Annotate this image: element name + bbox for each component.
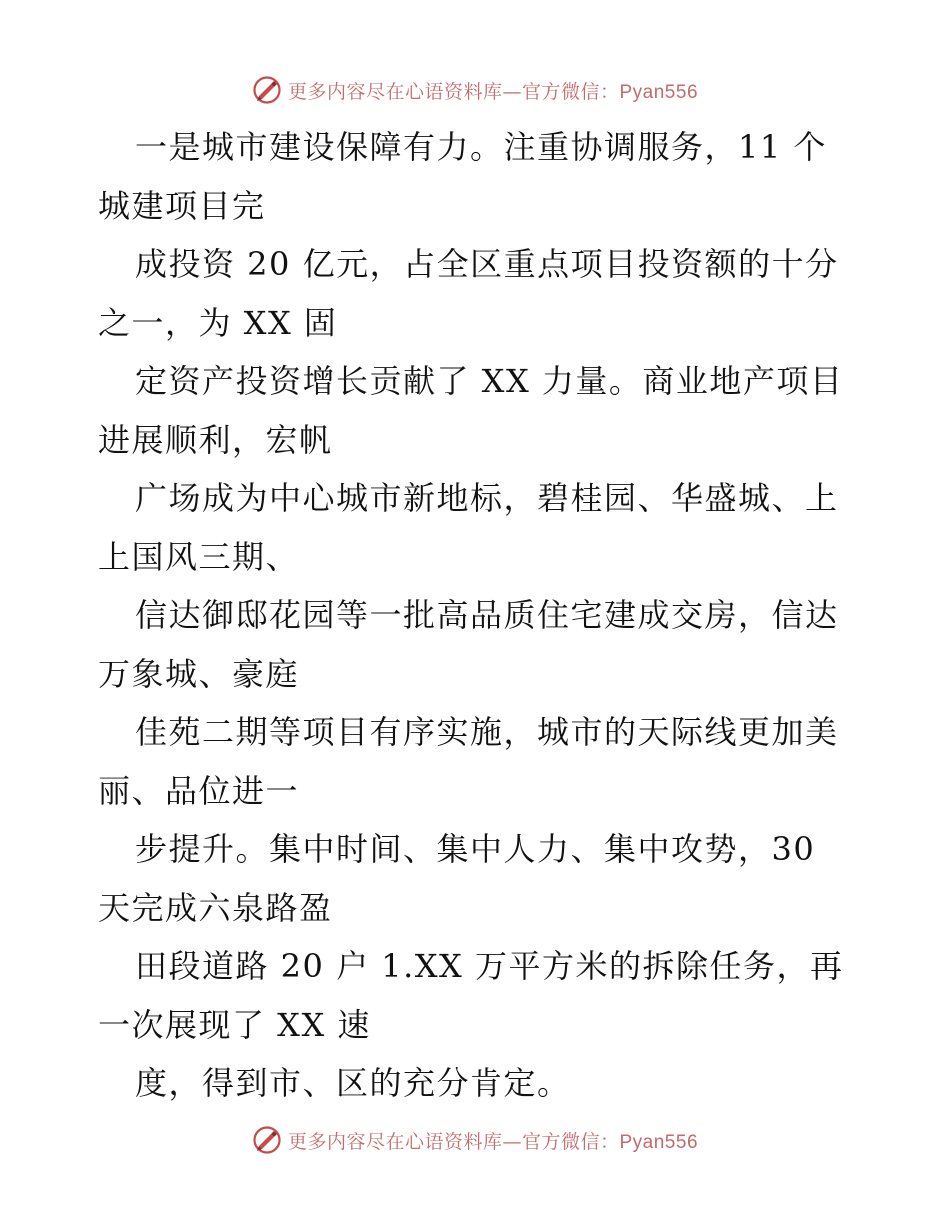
header-watermark <box>0 70 950 110</box>
text-line: 之一，为 XX 固 <box>98 303 338 342</box>
text-line: 万象城、豪庭 <box>98 654 300 693</box>
watermark-wechat-id: Pyan556 <box>619 81 699 103</box>
text-line: 成投资 20 亿元，占全区重点项目投资额的十分 <box>135 245 839 283</box>
text-line: 城建项目完 <box>98 186 266 225</box>
text-line: 信达御邸花园等一批高品质住宅建成交房，信达 <box>135 596 839 634</box>
pen-logo-icon <box>252 1125 282 1155</box>
footer-watermark <box>0 1120 950 1160</box>
body-text <box>98 118 858 1113</box>
text-line: 定资产投资增长贡献了 XX 力量。商业地产项目 <box>135 362 844 400</box>
watermark-text: 更多内容尽在心语资料库—官方微信：Pyan556 <box>287 80 699 103</box>
text-line: 度，得到市、区的充分肯定。 <box>135 1064 571 1102</box>
text-line: 佳苑二期等项目有序实施，城市的天际线更加美 <box>135 713 839 751</box>
pen-logo-icon <box>252 75 282 105</box>
watermark-text: 更多内容尽在心语资料库—官方微信：Pyan556 <box>287 1130 699 1153</box>
watermark-group <box>252 75 698 105</box>
text-line: 一次展现了 XX 速 <box>98 1005 371 1044</box>
text-line: 广场成为中心城市新地标，碧桂园、华盛城、上 <box>135 479 839 517</box>
text-line: 田段道路 20 户 1.XX 万平方米的拆除任务，再 <box>135 947 844 985</box>
text-line: 步提升。集中时间、集中人力、集中攻势，30 <box>135 830 816 868</box>
text-line: 天完成六泉路盈 <box>98 888 333 927</box>
watermark-group <box>252 1125 698 1155</box>
watermark-wechat-id: Pyan556 <box>619 1131 699 1153</box>
text-line: 一是城市建设保障有力。注重协调服务，11 个 <box>135 128 827 166</box>
text-line: 丽、品位进一 <box>98 771 300 810</box>
text-line: 进展顺利，宏帆 <box>98 420 333 459</box>
text-line: 上国风三期、 <box>98 537 300 576</box>
